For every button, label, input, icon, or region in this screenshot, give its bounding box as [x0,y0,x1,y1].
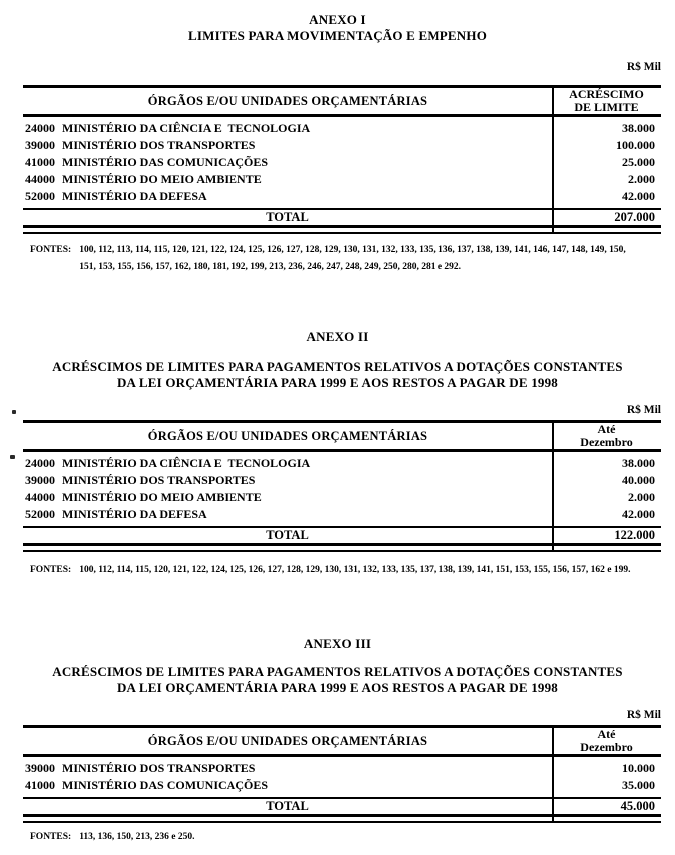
org-name: MINISTÉRIO DOS TRANSPORTES [62,473,256,487]
annex-section [0,329,675,579]
org-code: 39000 [25,761,55,775]
annex-subtitle-line: DA LEI ORÇAMENTÁRIA PARA 1999 E AOS RESTOS A PAGAR DE 1998 [116,680,559,695]
column-divider [552,728,554,823]
fontes-note [30,242,665,276]
table-body [23,452,661,526]
row-value: 42.000 [622,189,655,203]
org-name: MINISTÉRIO DA CIÊNCIA E TECNOLOGIA [62,121,311,135]
annex-title: ANEXO I [309,12,366,27]
value-column-header-line: Até [597,727,616,741]
total-label: TOTAL [266,799,309,813]
org-code: 24000 [25,456,55,470]
table-row [23,472,661,489]
org-code: 39000 [25,473,55,487]
org-name: MINISTÉRIO DAS COMUNICAÇÕES [62,155,269,169]
value-column-header-line: Dezembro [580,435,633,449]
total-row [23,797,661,814]
total-label: TOTAL [266,528,309,542]
value-column-header [552,728,661,754]
fontes-line: 113, 136, 150, 213, 236 e 250. [79,832,195,842]
org-name: MINISTÉRIO DA CIÊNCIA E TECNOLOGIA [62,456,311,470]
annex-subtitle [0,359,675,391]
annex-sections [0,12,675,846]
org-code: 41000 [25,155,55,169]
table-header-row [23,728,661,757]
table-bottom-border [23,225,661,234]
table-row [23,137,661,154]
row-value: 2.000 [628,490,655,504]
org-column-header: ÓRGÃOS E/OU UNIDADES ORÇAMENTÁRIAS [147,428,428,443]
fontes-note [30,562,665,579]
fontes-lines [79,242,626,276]
org-code: 24000 [25,121,55,135]
org-name: MINISTÉRIO DA DEFESA [62,189,207,203]
annex-title: ANEXO II [306,329,369,344]
document-page [0,12,675,855]
budget-table [23,420,661,552]
row-value: 38.000 [622,121,655,135]
annex-subtitle-line: ACRÉSCIMOS DE LIMITES PARA PAGAMENTOS RELATIVOS A DOTAÇÕES CONSTANTES [52,664,623,679]
table-body [23,117,661,208]
total-label: TOTAL [266,210,309,224]
currency-unit-label: R$ Mil [626,709,661,721]
table-row [23,506,661,523]
row-value: 35.000 [622,778,655,792]
column-divider [552,88,554,234]
org-code: 52000 [25,507,55,521]
fontes-label: FONTES: [30,245,72,255]
fontes-lines [79,562,630,579]
budget-table [23,725,661,823]
currency-unit-label: R$ Mil [626,404,661,416]
org-name: MINISTÉRIO DAS COMUNICAÇÕES [62,778,269,792]
annex-subtitle-line: LIMITES PARA MOVIMENTAÇÃO E EMPENHO [187,28,488,43]
fontes-label: FONTES: [30,832,72,842]
row-value: 38.000 [622,456,655,470]
total-value: 122.000 [614,528,655,542]
table-bottom-border [23,814,661,823]
annex-subtitle [0,664,675,696]
row-value: 10.000 [622,761,655,775]
currency-unit-label: R$ Mil [626,61,661,73]
fontes-line: 100, 112, 114, 115, 120, 121, 122, 124, 125, 126, 127, 128, 129, 130, 131, 132, 133, 135, 137, 138, 139, 141, 151, 153, 155, 156, 157, 162 e 199. [79,565,631,575]
org-name: MINISTÉRIO DA DEFESA [62,507,207,521]
table-bottom-border [23,543,661,552]
total-row [23,526,661,543]
row-value: 42.000 [622,507,655,521]
table-row [23,120,661,137]
annex-subtitle-line: DA LEI ORÇAMENTÁRIA PARA 1999 E AOS RESTOS A PAGAR DE 1998 [116,375,559,390]
org-code: 41000 [25,778,55,792]
annex-subtitle-line: ACRÉSCIMOS DE LIMITES PARA PAGAMENTOS RELATIVOS A DOTAÇÕES CONSTANTES [52,359,623,374]
total-value: 207.000 [614,210,655,224]
value-column-header-line: Até [597,422,616,436]
table-header-row [23,423,661,452]
value-column-header [552,423,661,449]
table-row [23,171,661,188]
budget-table [23,85,661,234]
value-column-header [552,88,661,114]
org-code: 52000 [25,189,55,203]
fontes-line: 100, 112, 113, 114, 115, 120, 121, 122, 124, 125, 126, 127, 128, 129, 130, 131, 132, 133, 135, 136, 137, 138, 139, 141, 146, 147, 148, 149, 150, [79,245,626,255]
org-name: MINISTÉRIO DOS TRANSPORTES [62,138,256,152]
table-row [23,489,661,506]
org-code: 39000 [25,138,55,152]
column-divider [552,423,554,552]
table-header-row [23,88,661,117]
annex-section [0,12,675,276]
table-row [23,777,661,794]
total-row [23,208,661,225]
annex-section [0,636,675,846]
value-column-header-line: ACRÉSCIMO [569,87,644,101]
value-column-header-line: DE LIMITE [574,100,639,114]
value-column-header-line: Dezembro [580,740,633,754]
org-code: 44000 [25,172,55,186]
fontes-lines [79,829,194,846]
row-value: 100.000 [616,138,655,152]
table-body [23,757,661,797]
org-name: MINISTÉRIO DO MEIO AMBIENTE [62,172,262,186]
fontes-line: 151, 153, 155, 156, 157, 162, 180, 181, 192, 199, 213, 236, 246, 247, 248, 249, 250, 280, 281 e 292. [79,262,462,272]
table-row [23,188,661,205]
table-row [23,154,661,171]
row-value: 25.000 [622,155,655,169]
table-row [23,760,661,777]
table-row [23,455,661,472]
org-column-header: ÓRGÃOS E/OU UNIDADES ORÇAMENTÁRIAS [147,733,428,748]
row-value: 40.000 [622,473,655,487]
org-code: 44000 [25,490,55,504]
annex-title: ANEXO III [303,636,372,651]
fontes-label: FONTES: [30,565,72,575]
org-column-header: ÓRGÃOS E/OU UNIDADES ORÇAMENTÁRIAS [147,93,428,108]
org-name: MINISTÉRIO DO MEIO AMBIENTE [62,490,262,504]
total-value: 45.000 [620,799,655,813]
org-name: MINISTÉRIO DOS TRANSPORTES [62,761,256,775]
row-value: 2.000 [628,172,655,186]
fontes-note [30,829,665,846]
annex-subtitle [0,28,675,44]
